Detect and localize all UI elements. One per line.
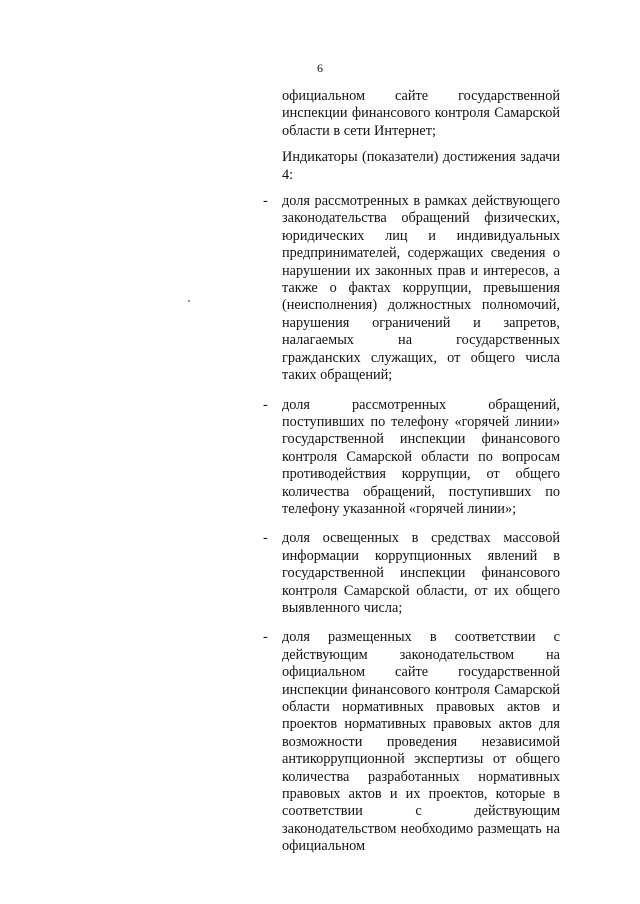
indicator-item-3 [263, 530, 560, 617]
page-number: 6 [317, 61, 323, 75]
bullet-dash: - [263, 193, 268, 210]
scan-speck [188, 300, 190, 302]
indicator-text: доля освещенных в средствах массовой информации коррупционных явлений в государственной инспекции финансового контроля Самарской области, от их общего выявленного числа; [282, 530, 560, 616]
indicators-heading: Индикаторы (показатели) достижения задачи 4: [282, 149, 560, 183]
indicator-text: доля рассмотренных обращений, поступивших по телефону «горячей линии» государственной инспекции финансового контроля Самарской области по вопросам противодействия коррупции, от общего количества обращений, поступивших по телефону указанной «горячей линии»; [282, 396, 560, 517]
bullet-dash: - [263, 530, 268, 547]
bullet-dash: - [263, 629, 268, 646]
main-text-column [263, 88, 560, 868]
intro-paragraph: официальном сайте государственной инспекции финансового контроля Самарской области в сети Интернет; [282, 88, 560, 139]
indicator-text: доля рассмотренных в рамках действующего законодательства обращений физических, юридических лиц и индивидуальных предпринимателей, содержащих сведения о нарушении их законных прав и интересов, а также о фактах коррупции, превышения (неисполнения) должностных полномочий, нарушения ограничений и запретов, налагаемых на государственных гражданских служащих, от общего числа таких обращений; [282, 193, 560, 384]
indicator-item-1 [263, 193, 560, 384]
bullet-dash: - [263, 396, 268, 413]
indicator-item-4 [263, 629, 560, 855]
indicator-item-2 [263, 396, 560, 519]
indicator-text: доля размещенных в соответствии с действующим законодательством на официальном сайте государственной инспекции финансового контроля Самарской области нормативных правовых актов и проектов нормативных правовых актов для возможности проведения независимой антикоррупционной экспертизы от общего количества разработанных нормативных правовых актов и их проектов, которые в соответствии с действующим законодательством необходимо размещать на официальном [282, 629, 560, 855]
